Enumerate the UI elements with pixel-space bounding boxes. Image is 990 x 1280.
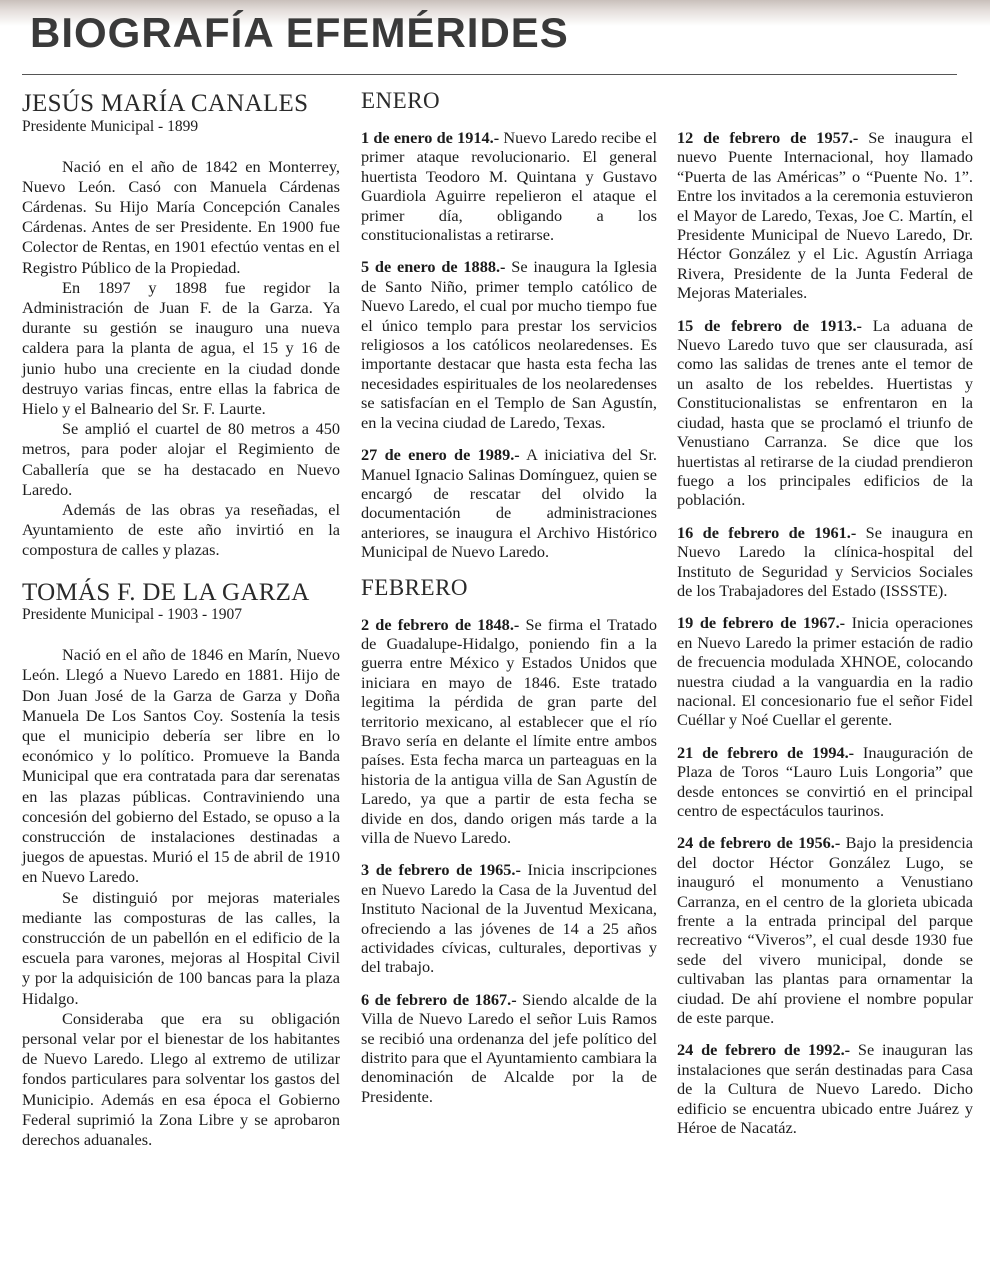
efemeride-entry <box>361 615 657 848</box>
efemerides-column-1 <box>361 86 657 1119</box>
bio-paragraph: Se distinguió por mejoras materiales mediante las composturas de las calles, la construcción de un pabellón en el edificio de la escuela para varones, mejoras al Hospital Civil y por la adquisición de 100 bancas para la plaza Hidalgo. <box>22 887 340 1008</box>
bio-paragraph: Además de las obras ya reseñadas, el Ayuntamiento de este año invirtió en la compostura de calles y plazas. <box>22 500 340 560</box>
bio-name: TOMÁS F. DE LA GARZA <box>22 578 310 606</box>
entry-text: Bajo la presidencia del doctor Héctor González Lugo, se inauguró el monumento a Venustiano Carranza, en el centro de la glorieta ubicada frente a la entrada principal del parque recreativo “Viveros”, el cual desde 1930 fue sede del vivero municipal, donde se cultivaban las plantas para ornamentar la ciudad. De ahí proviene el nombre popular de este parque. <box>677 833 973 1028</box>
efemeride-entry <box>361 445 657 561</box>
entry-date: 6 de febrero de 1867.- <box>361 989 517 1009</box>
entry-date: 2 de febrero de 1848.- <box>361 614 520 634</box>
efemerides-column-2 <box>677 128 973 1151</box>
entry-text: Inicia inscripciones en Nuevo Laredo la Casa de la Juventud del Instituto Nacional de la Juventud Mexicana, ofreciendo a las jóvenes de 14 a 25 años actividades cívicas, culturales, deportivas y del trabajo. <box>361 860 657 977</box>
biography-garza <box>22 579 340 1151</box>
efemeride-entry <box>677 833 973 1027</box>
entry-date: 3 de febrero de 1965.- <box>361 860 521 880</box>
entry-date: 27 de enero de 1989.- <box>361 445 520 465</box>
entry-date: 5 de enero de 1888.- <box>361 257 506 277</box>
masthead-rule <box>22 74 957 75</box>
entry-date: 1 de enero de 1914.- <box>361 128 500 147</box>
efemeride-entry <box>361 128 657 244</box>
entry-date: 24 de febrero de 1956.- <box>677 833 841 853</box>
efemeride-entry <box>677 743 973 821</box>
entry-text: Inicia operaciones en Nuevo Laredo la primer estación de radio de frecuencia modulada XHNOE, colocando nuestra ciudad a la vanguardia en la radio nacional. El concesionario fue el señor Fidel Cuéllar y Noé Cuellar el gerente. <box>677 613 973 730</box>
entry-date: 15 de febrero de 1913.- <box>677 315 862 335</box>
entry-text: Se inauguran las instalaciones que serán destinadas para Casa de la Cultura de Nuevo Laredo. Dicho edificio se encuentra ubicado entre Juárez y Héroe de Nacatáz. <box>677 1040 973 1138</box>
entry-text: A iniciativa del Sr. Manuel Ignacio Salinas Domínguez, quien se encargó de rescatar del olvido la documentación de administraciones anteriores, se inaugura el Archivo Histórico Municipal de Nuevo Laredo. <box>361 445 657 562</box>
efemeride-entry <box>361 990 657 1106</box>
efemeride-entry <box>677 128 973 303</box>
entry-text: Se inaugura en Nuevo Laredo la clínica-hospital del Instituto de Seguridad y Servicios Sociales de los Trabajadores del Estado (ISSSTE). <box>677 522 973 600</box>
month-heading-febrero: FEBRERO <box>361 574 469 600</box>
page-masthead: BIOGRAFÍA EFEMÉRIDES <box>30 9 569 56</box>
entry-date: 24 de febrero de 1992.- <box>677 1040 851 1060</box>
bio-paragraph: Consideraba que era su obligación personal velar por el bienestar de los habitantes de Nuevo Laredo. Llego al extremo de utilizar fondos particulares para solventar los gastos del Municipio. Además en esa época el Gobierno Federal suprimió la Zona Libre y se aprobaron derechos aduanales. <box>22 1008 340 1150</box>
efemeride-entry <box>677 1040 973 1137</box>
biography-column <box>22 86 340 1168</box>
efemeride-entry <box>677 316 973 510</box>
entry-date: 21 de febrero de 1994.- <box>677 742 855 762</box>
entry-text: Se inaugura el nuevo Puente Internacional, hoy llamado “Puerta de las Américas” o “Puente No. 1”. Entre los invitados a la ceremonia estuvieron el Mayor de Laredo, Texas, Joe C. Martín, el Presidente Municipal de Nuevo Laredo, Dr. Héctor González y el Lic. Agustín Arriaga Rivera, Presidente de la Junta Federal de Mejoras Materiales. <box>677 128 973 303</box>
entry-date: 12 de febrero de 1957.- <box>677 128 859 147</box>
bio-role: Presidente Municipal - 1899 <box>22 117 199 135</box>
efemeride-entry <box>677 523 973 601</box>
entry-text: Siendo alcalde de la Villa de Nuevo Laredo el señor Luis Ramos se recibió una ordenanza del jefe político del distrito para que el Ayuntamiento cambiara la denominación de Alcalde por la de Presidente. <box>361 989 657 1106</box>
entry-text: Nuevo Laredo recibe el primer ataque revolucionario. El general huertista Teodoro M. Quintana y Gustavo Guardiola Aguirre repelieron el ataque el primer día, obligando a los constitucionalistas a retirarse. <box>361 128 657 245</box>
biography-canales <box>22 90 340 561</box>
bio-paragraph: Se amplió el cuartel de 80 metros a 450 metros, para poder alojar el Regimiento de Caballería que se ha destacado en Nuevo Laredo. <box>22 419 340 499</box>
bio-name: JESÚS MARÍA CANALES <box>22 90 309 117</box>
entry-text: Se inaugura la Iglesia de Santo Niño, primer templo católico de Nuevo Laredo, el cual por mucho tiempo fue el único templo para prestar los servicios religiosos a los católicos neolaredenses. Es importante destacar que hasta esta fecha las necesidades espirituales de los neolaredenses se satisfacían en el Templo de San Agustín, en la vecina ciudad de Laredo, Texas. <box>361 257 658 432</box>
entry-date: 16 de febrero de 1961.- <box>677 522 857 542</box>
entry-text: La aduana de Nuevo Laredo tuvo que ser clausurada, así como las salidas de trenes ante el temor de un asalto de los rebeldes. Huertistas y Constitucionalistas se enfrentaron en la ciudad, hasta que se proclamó el triunfo de Venustiano Carranza. Se dice que los huertistas al retirarse de la ciudad prendieron fuego a los principales edificios de la población. <box>677 315 973 510</box>
bio-paragraph: Nació en el año de 1842 en Monterrey, Nuevo León. Casó con Manuela Cárdenas Cárdenas. Su Hijo María Concepción Canales Cárdenas. Antes de ser Presidente. En 1900 fue Colector de Rentas, en 1901 efectúo ventas en el Registro Público de la Propiedad. <box>22 156 340 277</box>
month-heading-enero: ENERO <box>361 88 441 113</box>
bio-paragraph: Nació en el año de 1846 en Marín, Nuevo León. Llegó a Nuevo Laredo en 1881. Hijo de Don Juan José de la Garza de Garza y Doña Manuela De Los Santos Coy. Sostenía la tesis que el municipio debería ser libre en lo económico y lo político. Promueve la Banda Municipal que era contratada para dar serenatas en las plazas públicas. Contraviniendo una concesión del gobierno del Estado, se opuso a la construcción de instalaciones destinadas a juegos de apuestas. Murió el 15 de abril de 1910 en Nuevo Laredo. <box>22 645 340 887</box>
efemeride-entry <box>361 257 657 432</box>
efemeride-entry <box>361 860 657 976</box>
entry-date: 19 de febrero de 1967.- <box>677 613 846 633</box>
entry-text: Inauguración de Plaza de Toros “Lauro Luis Longoria” que desde entonces se convirtió en el principal centro de espectáculos taurinos. <box>677 742 973 820</box>
bio-paragraph: En 1897 y 1898 fue regidor la Administración de Juan F. de la Garza. Ya durante su gestión se inauguro una nueva caldera para la planta de agua, el 15 y 16 de junio hubo una creciente en la ciudad donde destruyo varias fincas, entre ellas la fabrica de Hielo y el Balneario del Sr. F. Laurte. <box>22 277 340 418</box>
efemeride-entry <box>677 613 973 729</box>
bio-role: Presidente Municipal - 1903 - 1907 <box>22 606 242 624</box>
entry-text: Se firma el Tratado de Guadalupe-Hidalgo, poniendo fin a la guerra entre México y Estados Unidos que iniciara en mayo de 1846. Este tratado legitima la pérdida de gran parte del territorio mexicano, al establecer que el río Bravo sería en delante el límite entre ambos países. Esta fecha marca un parteaguas en la historia de la antigua villa de San Agustín de Laredo, ya que a partir de esta fecha se divide en dos, dando origen más tarde a la villa de Nuevo Laredo. <box>361 614 657 847</box>
